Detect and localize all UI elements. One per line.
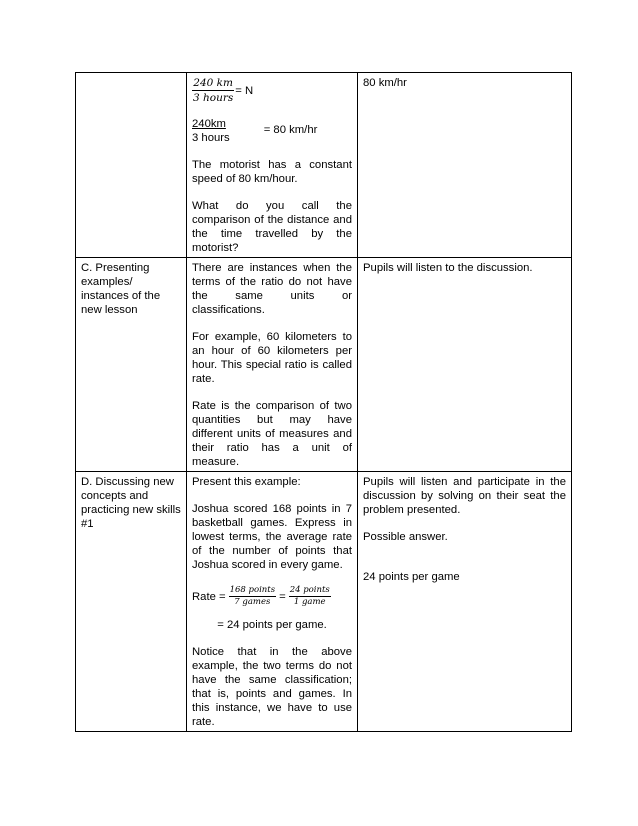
paragraph: Present this example: (192, 476, 301, 488)
fraction-denominator: 3 hours (193, 92, 234, 104)
fraction-240km-3hours (192, 76, 234, 105)
row2-stage-cell: C. Presenting examples/ instances of the new lesson (76, 258, 187, 472)
fraction-numerator: 240 km (193, 77, 233, 89)
table-row (76, 472, 572, 732)
paragraph: For example, 60 kilometers to an hour of 60 kilometers per hour. This special ratio is called rate. (192, 331, 352, 385)
fraction-24points-1game (289, 585, 331, 608)
row3-pupil-cell (358, 472, 572, 732)
fraction-denominator: 3 hours (192, 132, 230, 144)
paragraph: What do you call the comparison of the distance and the time travelled by the motorist? (192, 200, 352, 254)
row1-teacher-cell (187, 73, 358, 258)
table-row (76, 73, 572, 258)
row2-teacher-cell (187, 258, 358, 472)
row3-stage-cell: D. Discussing new concepts and practicing new skills #1 (76, 472, 187, 732)
rate-equation (192, 585, 352, 608)
equals-sign: = (279, 590, 286, 603)
fraction-168points-7games (229, 585, 276, 608)
fraction-equation-2 (192, 117, 352, 145)
rate-label: Rate = (192, 590, 226, 603)
paragraph: Notice that in the above example, the two terms do not have the same classification; that is, points and games. In this instance, we have to use rate. (192, 646, 352, 728)
paragraph: Possible answer. (363, 531, 448, 543)
paragraph: 24 points per game (363, 571, 460, 583)
fraction-denominator: 1 game (293, 597, 326, 607)
paragraph: Pupils will listen and participate in the discussion by solving on their seat the problem presented. (363, 476, 566, 516)
paragraph: Rate is the comparison of two quantities but may have different units of measures and their ratio has a unit of measure. (192, 400, 352, 468)
row2-pupil-cell: Pupils will listen to the discussion. (358, 258, 572, 472)
lesson-plan-table (75, 72, 572, 732)
equation-rhs: = 80 km/hr (263, 124, 318, 136)
fraction-equation-1 (192, 76, 352, 105)
result-text: = 24 points per game. (217, 619, 327, 631)
paragraph: There are instances when the terms of the ratio do not have the same units or classifications. (192, 262, 352, 316)
table-row (76, 258, 572, 472)
fraction-numerator: 24 points (289, 585, 330, 595)
fraction-numerator: 168 points (229, 585, 276, 595)
fraction-numerator: 240km (192, 118, 226, 130)
paragraph: Joshua scored 168 points in 7 basketball games. Express in lowest terms, the average rate of the number of points that Joshua scored in every game. (192, 503, 352, 571)
fraction-240km-3hours-plain (192, 117, 230, 145)
equation-rhs: = N (235, 84, 254, 97)
row1-stage-cell (76, 73, 187, 258)
row1-pupil-cell: 80 km/hr (358, 73, 572, 258)
row3-teacher-cell (187, 472, 358, 732)
fraction-denominator: 7 games (234, 597, 271, 607)
paragraph: The motorist has a constant speed of 80 km/hour. (192, 159, 352, 185)
